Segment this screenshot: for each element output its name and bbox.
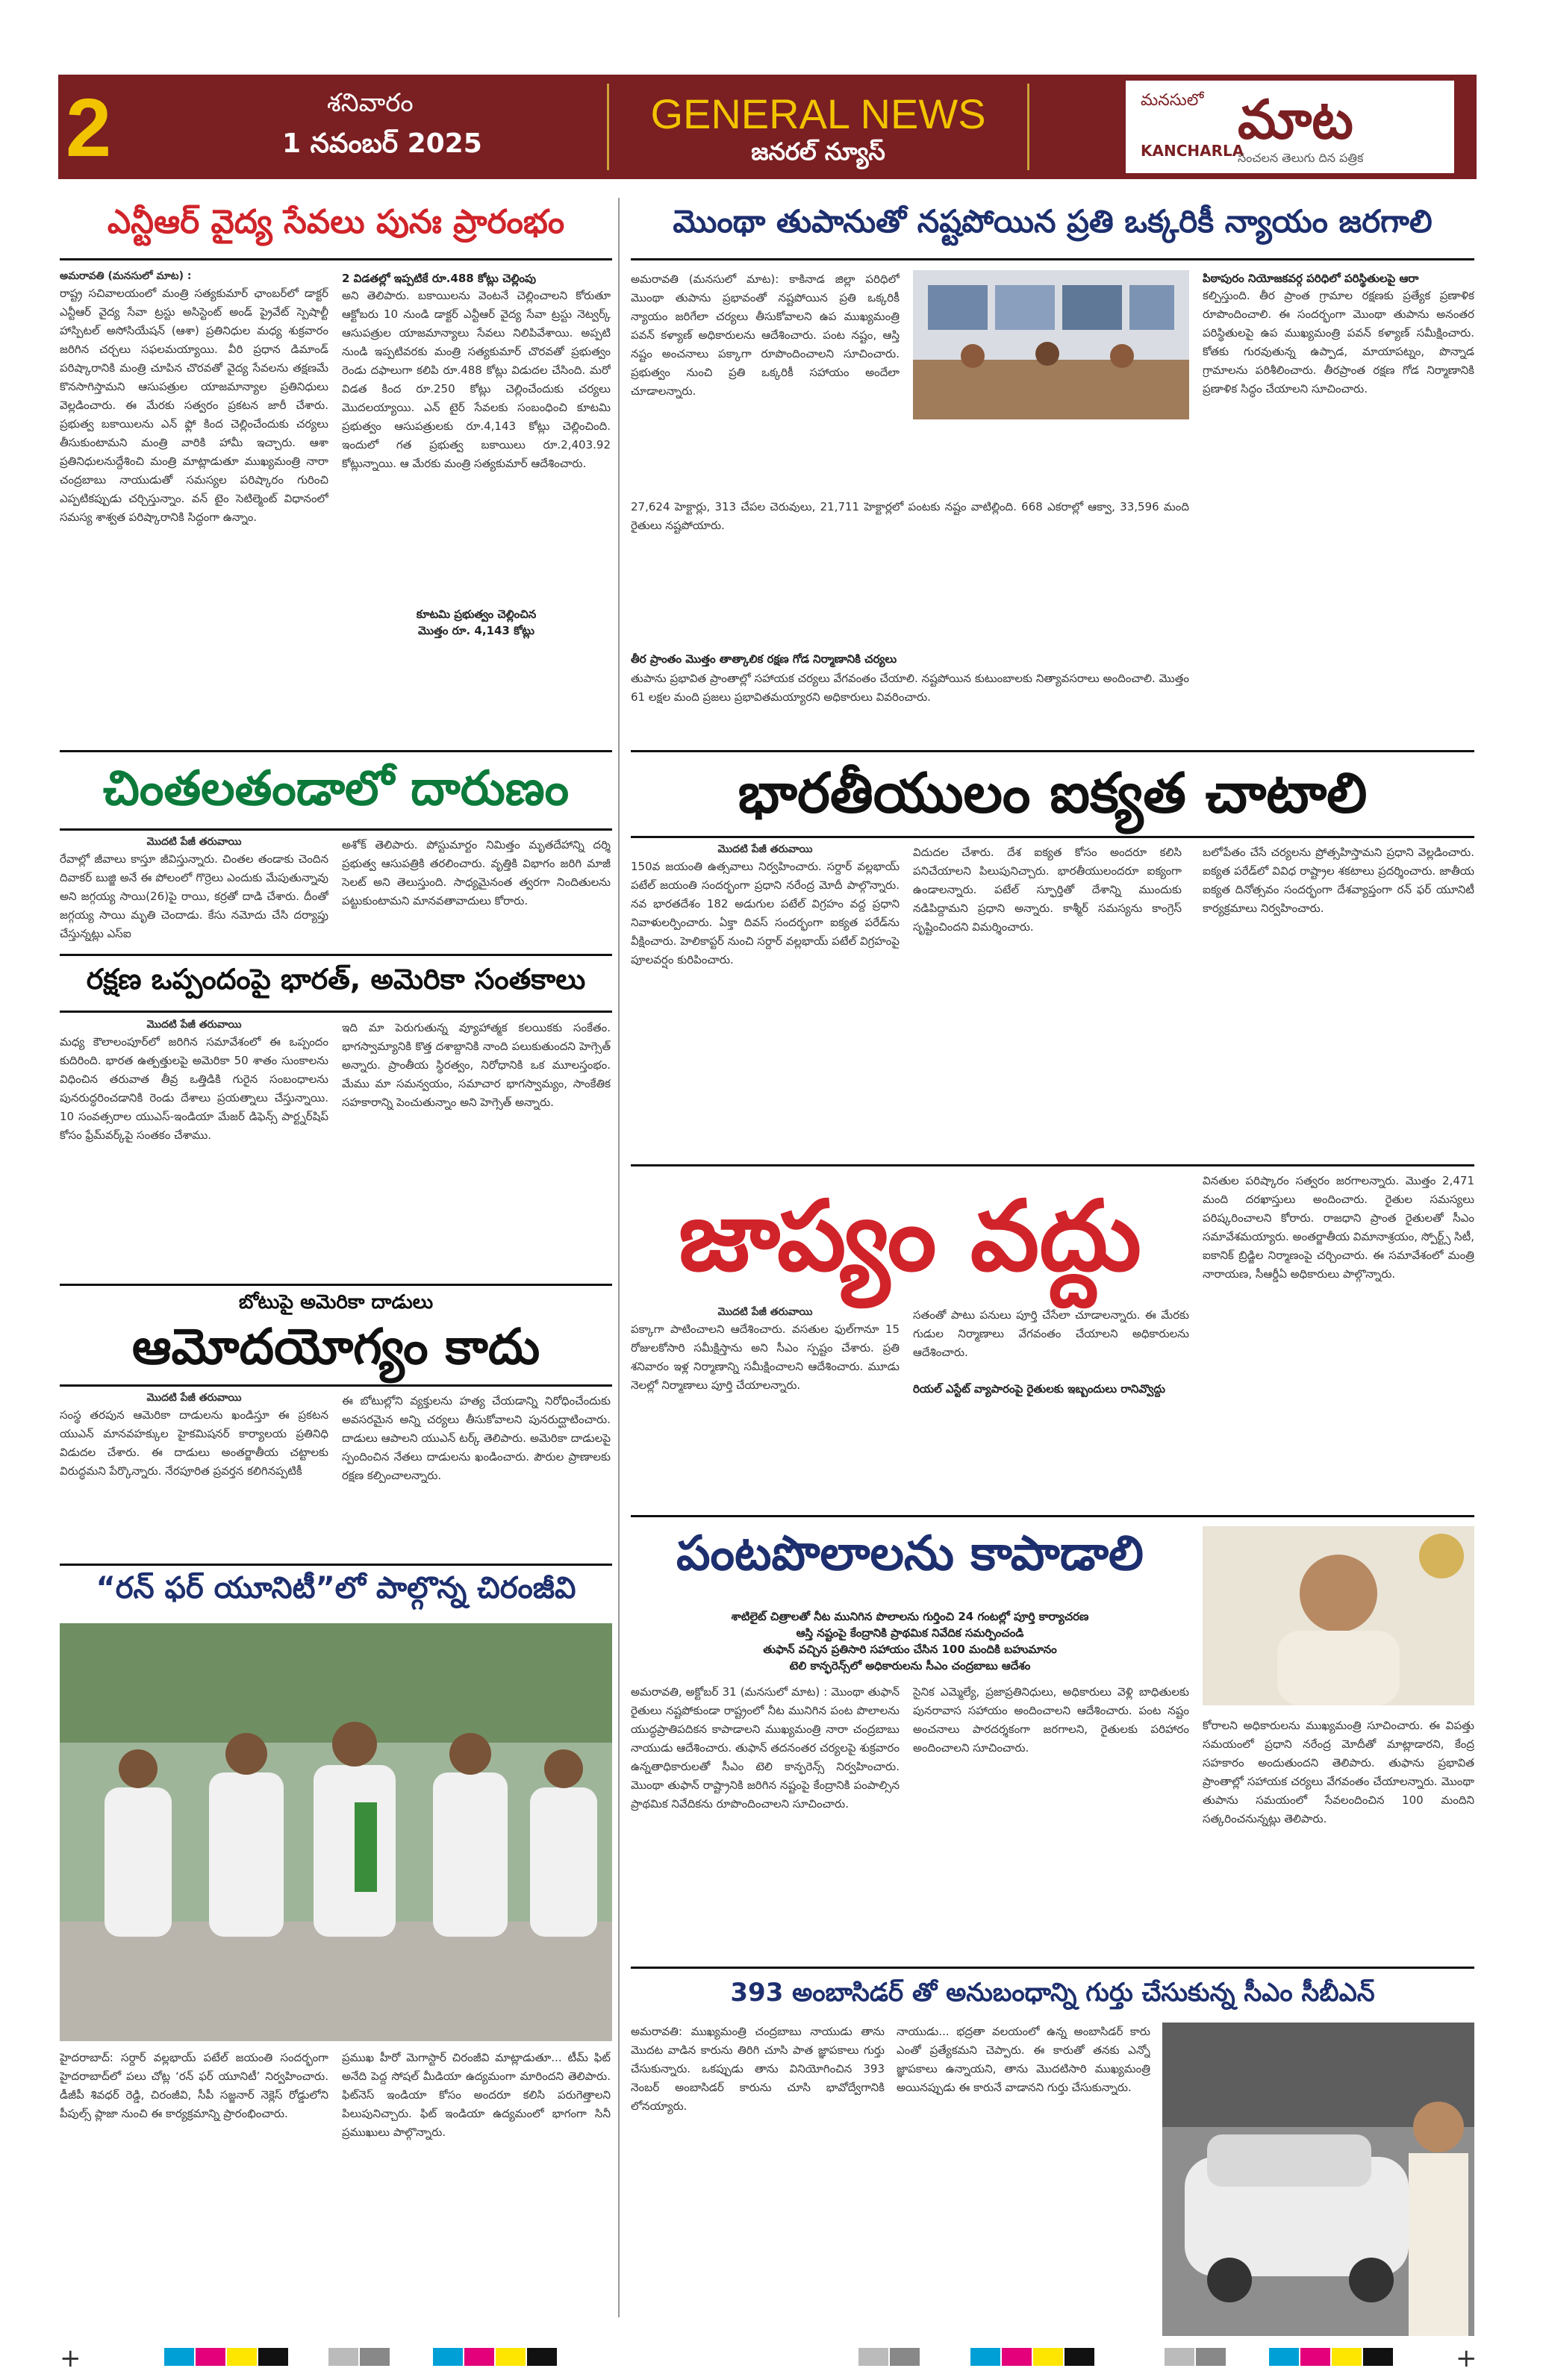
divider <box>631 1164 1474 1166</box>
body-text: కల్పిస్తుంది. తీర ప్రాంత గ్రామాల రక్షణకు ప్రత్యేక ప్రణాళిక రూపొందించాలి. ఈ సందర్భంగా మొంథా తుపాను అనంతర పరిస్థితులపై ఉప ముఖ్యమంత్రి పవన్ కళ్యాణ్ సమీక్షించారు. కోతకు గురవుతున్న ఉప్పాడ, మాయాపట్నం, పొన్నాడ గ్రామాలను పరిశీలించారు. తీరప్రాంత రక్షణ గోడ నిర్మాణానికి ప్రణాళిక సిద్ధం చేయాలని సూచించారు. <box>1203 289 1474 396</box>
subhead: పిఠాపురం నియోజకవర్గ పరిధిలో పరిస్థితులపై ఆరా <box>1203 272 1419 285</box>
divider <box>60 1384 612 1387</box>
logo-tagline: సంచలన తెలుగు దిన పత్రిక <box>1238 151 1364 165</box>
page-number: 2 <box>66 82 112 174</box>
body-text: విదుదల చేశారు. దేశ ఐక్యత కోసం అందరూ కలిసి పనిచేయాలని పిలుపునిచ్చారు. భారతీయులందరూ ఐక్యంగా ఉండాలన్నారు. పటేల్ స్ఫూర్తితో దేశాన్ని ముందుకు నడిపిద్దామని ప్రధాని అన్నారు. కాశ్మీర్ సమస్యను కాంగ్రెస్ సృష్టించిందని విమర్శించారు. <box>913 846 1182 934</box>
divider <box>60 1564 612 1566</box>
body-text: పక్కాగా పాటించాలని ఆదేశించారు. వసతుల ఫుల్‌గానూ 15 రోజులకోసారి సమీక్షిస్తాను అని సీఎం స్పష్టం చేశారు. ప్రతి శనివారం ఇళ్ల నిర్మాణాన్ని సమీక్షించాలని ఆదేశించారు. మూడు నెలల్లో నిర్మాణాలు పూర్తి చేయాలన్నారు. <box>631 1322 900 1392</box>
teleconference-photo-icon <box>913 270 1189 419</box>
headline-ntr[interactable]: ఎన్టీఆర్ వైద్య సేవలు పునః ప్రారంభం <box>107 203 565 241</box>
byline: మొదటి పేజీ తరువాయి <box>717 843 813 855</box>
car-photo-icon <box>1162 2023 1474 2336</box>
chief-minister-photo-icon <box>1203 1526 1474 1705</box>
body-text: సంస్థ తరపున ఆమెరికా దాడులను ఖండిస్తూ ఈ ప్రకటన యుఎన్ మానవహక్కుల హైకమిషనర్ కార్యాలయ ప్రతినిధి విడుదల చేశారు. ఈ దాడులు అంతర్జాతీయ చట్టాలకు విరుద్ధమని పేర్కొన్నారు. నేరపూరిత ప్రవర్తన కలిగినప్పటికీ <box>60 1408 328 1478</box>
body-text: తుపాను ప్రభావిత ప్రాంతాల్లో సహాయక చర్యలు వేగవంతం చేయాలి. నష్టపోయిన కుటుంబాలకు నిత్యావసరాలు అందించాలి. మొత్తం 61 లక్షల మంది ప్రజలు ప్రభావితమయ్యారని అధికారులు వివరించారు. <box>631 672 1189 704</box>
meeting-photo <box>913 270 1189 419</box>
body-text: సైనిక ఎమ్మెల్యే, ప్రజాప్రతినిధులు, అధికారులు వెళ్లి బాధితులకు పునరావాస సహాయం అందించాలని ఆదేశించారు. పంట నష్టం అంచనాలు పారదర్శకంగా జరగాలని, రైతులకు పరిహారం అందించాలని సూచించారు. <box>913 1685 1189 1755</box>
divider <box>60 258 612 260</box>
article-ntr <box>60 203 612 637</box>
body-text: అమరావతి (మనసులో మాట): కాకినాడ జిల్లా పరిధిలో మొంథా తుపాను ప్రభావంతో నష్టపోయిన ప్రతి ఒక్కరికీ న్యాయం జరిగేలా చర్యలు తీసుకోవాలని ఉప ముఖ్యమంత్రి పవన్ కళ్యాణ్ అధికారులను ఆదేశించారు. పంట నష్టం, ఆస్తి నష్టం అంచనాలు పక్కాగా రూపొందించాలని సూచించారు. ప్రభుత్వం నుంచి ప్రతి ఒక్కరికీ సహాయం అందేలా చూడాలన్నారు. <box>631 272 900 398</box>
headline-chintala[interactable]: చింతలతండాలో దారుణం <box>102 761 570 816</box>
run-for-unity-photo <box>60 1623 612 2041</box>
divider <box>60 1011 612 1013</box>
headline-japyam[interactable]: జాప్యం వద్దు <box>679 1179 1141 1293</box>
article-bharateeyulam <box>631 761 1474 966</box>
subhead: కూటమి ప్రభుత్వం చెల్లించిన <box>416 608 537 621</box>
body-text: 27,624 హెక్టార్లు, 313 చేపల చెరువులు, 21,711 హెక్టార్లలో పంటకు నష్టం వాటిల్లింది. 668 ఎకరాల్లో ఆక్వా, 33,596 మంది రైతులు నష్టపోయారు. <box>631 500 1189 532</box>
byline: మొదటి పేజీ తరువాయి <box>146 1392 242 1404</box>
body-text: కోరాలని అధికారులను ముఖ్యమంత్రి సూచించారు. ఈ విపత్తు సమయంలో ప్రధాని నరేంద్ర మోదీతో మాట్లాడారని, కేంద్ర సహకారం అందుతుందని తెలిపారు. తుఫాను ప్రభావిత ప్రాంతాల్లో సహాయక చర్యలు వేగవంతం చేయాలన్నారు. మొంథా తుపాను సమయంలో సేవలందించిన 100 మందిని సత్కరించనున్నట్లు తెలిపారు. <box>1203 1719 1474 1825</box>
headline-montha[interactable]: మొంథా తుపానుతో నష్టపోయిన ప్రతి ఒక్కరికీ న్యాయం జరగాలి <box>673 203 1433 240</box>
subhead: టెలి కాన్ఫరెన్స్‌లో అధికారులను సీఎం చంద్రబాబు ఆదేశం <box>789 1659 1031 1672</box>
byline: మొదటి పేజీ తరువాయి <box>146 836 242 848</box>
subhead: తీర ప్రాంతం మొత్తం తాత్కాలిక రక్షణ గోడ నిర్మాణానికి చర్యలు <box>631 652 897 666</box>
article-ambassador <box>631 1978 1474 2113</box>
byline: అమరావతి (మనసులో మాట) : <box>60 270 192 282</box>
divider <box>60 954 612 956</box>
body-text: అని తెలిపారు. బకాయిలను వెంటనే చెల్లించాలని కోరుతూ ఆక్టోబరు 10 నుండి డాక్టర్ ఎన్టీఆర్ వైద్య సేవా ట్రస్టు నెట్వర్క్ ఆసుపత్రుల యాజమాన్యాలు సేవలు నిలిపివేశాయి. అప్పటి నుండి ఇప్పటివరకు మంత్రి సత్యకుమార్ చొరవతో ప్రభుత్వం రెండు దఫాలుగా కలిపి రూ.488 కోట్లు విడుదల చేసింది. మరో విడత కింద రూ.250 కోట్లు చెల్లించేందుకు చర్యలు మొదలయ్యాయి. ఎన్ టైర్ సేవలకు సంబంధించి కూటమి ప్రభుత్వం ఆసుపత్రులకు రూ.4,143 కోట్లు చెల్లించింది. ఇందులో గత ప్రభుత్వ బకాయిలు రూ.2,403.92 కోట్లున్నాయి. ఆ మేరకు మంత్రి సత్యకుమార్ ఆదేశించారు. <box>342 289 611 470</box>
divider <box>631 750 1474 752</box>
subhead: ఆస్తి నష్టంపై కేంద్రానికి ప్రాథమిక నివేదిక సమర్పించండి <box>796 1626 1024 1640</box>
logo-name: మాట <box>1238 88 1353 151</box>
cm-photo <box>1203 1526 1474 1705</box>
body-text: నాయుడు... భద్రతా వలయంలో ఉన్న అంబాసిడర్ కారు ఎంతో ప్రత్యేకమని చెప్పారు. ఈ కారుతో తనకు ఎన్నో జ్ఞాపకాలు ఉన్నాయని, తాను మొదటిసారి ముఖ్యమంత్రి అయినప్పుడు ఈ కారునే వాడానని గుర్తు చేసుకున్నారు. <box>897 2025 1150 2094</box>
section-title-box <box>607 84 1029 170</box>
header-date: 1 నవంబర్ 2025 <box>282 128 482 159</box>
logo-small-text: మనసులో <box>1141 91 1204 110</box>
headline-ambassador[interactable]: 393 అంబాసిడర్ తో అనుబంధాన్ని గుర్తు చేసుకున్న సీఎం సీబీఎన్ <box>730 1978 1375 2008</box>
body-text: ప్రముఖ హీరో మెగాస్టార్ చిరంజీవి మాట్లాడుతూ... టీమ్ ఫిట్ అనేది పెద్ద సోషల్ మీడియా ఉద్యమంగా మారిందని తెలిపారు. ఫిట్‌నెస్ ఇండియా కోసం అందరూ కలిసి పరుగెత్తాలని పిలుపునిచ్చారు. ఫిట్ ఇండియా ఉద్యమంలో భాగంగా సినీ ప్రముఖులు పాల్గొన్నారు. <box>342 2051 611 2139</box>
headline-pantapolalu[interactable]: పంటపొలాలను కాపాడాలి <box>676 1526 1144 1581</box>
newspaper-logo[interactable] <box>1126 81 1454 173</box>
subhead: శాటిలైట్ చిత్రాలతో నీట మునిగిన పొలాలను గుర్తించి 24 గంటల్లో పూర్తి కార్యాచరణ <box>731 1610 1089 1623</box>
headline-bharateeyulam[interactable]: భారతీయులం ఐక్యత చాటాలి <box>738 761 1368 825</box>
divider <box>631 258 1474 260</box>
divider <box>631 836 1474 838</box>
body-text: హైదరాబాద్: సర్దార్ వల్లభాయ్ పటేల్ జయంతి సందర్భంగా హైదరాబాద్‌లో పలు చోట్ల ‘రన్ ఫర్ యూనిటీ’ నిర్వహించారు. డీజీపీ శివధర్ రెడ్డి, చిరంజీవి, సీపీ సజ్జనార్ నెక్లెస్ రోడ్డులోని పీపుల్స్ ప్లాజా నుంచి ఈ కార్యక్రమాన్ని ప్రారంభించారు. <box>60 2051 328 2120</box>
body-text: వినతుల పరిష్కారం సత్వరం జరగాలన్నారు. మొత్తం 2,471 మంది దరఖాస్తులు అందించారు. రైతుల సమస్యలు పరిష్కరించాలని కోరారు. రాజధాని ప్రాంత రైతులతో సీఎం సమావేశమయ్యారు. అంతర్జాతీయ విమానాశ్రయం, స్పోర్ట్స్ సిటీ, ఐకానిక్ బ్రిడ్జిల నిర్మాణంపై చర్చించారు. ఈ సమావేశంలో మంత్రి నారాయణ, సీఆర్డీఏ అధికారులు పాల్గొన్నారు. <box>1203 1174 1474 1281</box>
registration-strip <box>0 2343 1543 2373</box>
headline-amoda[interactable]: ఆమోదయోగ్యం కాదు <box>131 1318 540 1375</box>
column-divider <box>618 198 620 2317</box>
logo-brand: KANCHARLA <box>1141 142 1244 160</box>
divider <box>60 1284 612 1286</box>
body-text: అమరావతి, అక్టోబర్ 31 (మనసులో మాట) : మొంథా తుఫాన్ రైతులు నష్టపోకుండా రాష్ట్రంలో నీట మునిగిన పంట పొలాలను యుద్ధప్రాతిపదికన కాపాడాలని ముఖ్యమంత్రి నారా చంద్రబాబు నాయుడు ఆదేశించారు. తుఫాన్ తదనంతర చర్యలపై శుక్రవారం ఉన్నతాధికారులతో సీఎం టెలి కాన్ఫరెన్స్ నిర్వహించారు. మొంథా తుఫాన్ రాష్ట్రానికి జరిగిన నష్టంపై కేంద్రానికి పంపాల్సిన ప్రాథమిక నివేదికను రూపొందించాలని సూచించారు. <box>631 1685 900 1811</box>
article-amoda <box>60 1291 612 1482</box>
body-text: మధ్య కౌలాలంపూర్‌లో జరిగిన సమావేశంలో ఈ ఒప్పందం కుదిరింది. భారత ఉత్పత్తులపై అమెరికా 50 శాతం సుంకాలను విధించిన తరువాత తీవ్ర ఒత్తిడికి గురైన సంబంధాలను పునరుద్ధరించడానికి రెండు దేశాలు ప్రయత్నాలు చేస్తున్నాయి. 10 సంవత్సరాల యుఎస్-ఇండియా మేజర్ డిఫెన్స్ పార్ట్నర్‌షిప్ కోసం ఫ్రేమ్‌వర్క్‌పై సంతకం చేశాము. <box>60 1035 328 1142</box>
section-title-te: జనరల్ న్యూస్ <box>751 137 885 166</box>
article-runforunity <box>60 1571 612 2139</box>
body-text: సతంతో పాటు పనులు పూర్తి చేసేలా చూడాలన్నారు. ఈ మేరకు గుడుల నిర్మాణాలు వేగవంతం చేయాలని అధికారులను ఆదేశించారు. <box>913 1308 1189 1359</box>
article-chintala <box>60 761 612 940</box>
section-title-en: GENERAL NEWS <box>650 90 986 137</box>
body-text: రేవాల్లో జీవాలు కాస్తూ జీవిస్తున్నారు. చింతల తండాకు చెందిన దివాకర్ బుజ్జి అనే ఈ పోలంలో గొర్రెలు ఎందుకు మేపుతున్నావు అని జగ్గయ్య సాయి(26)పై రాయి, కర్రతో దాడి చేశారు. దీంతో జగ్గయ్య సాయి మృతి చెందాడు. కేసు నమోదు చేసి దర్యాప్తు చేస్తున్నట్లు ఎస్ఐ <box>60 852 328 940</box>
runners-photo-icon <box>60 1623 612 2041</box>
body-text: రాష్ట్ర సచివాలయంలో మంత్రి సత్యకుమార్ ఛాంబర్‌లో డాక్టర్ ఎన్టీఆర్ వైద్య సేవా ట్రస్టు అసిస్టెంట్ అండ్ ప్రైవేట్ స్పెషాల్టీ హాస్పిటల్ అసోసియేషన్ (ఆశా) ప్రతినిధుల మధ్య శుక్రవారం జరిగిన చర్చలు సఫలమయ్యాయి. వీరి ప్రధాన డిమాండ్ పరిష్కారానికి మంత్రి చూపిన చొరవతో వైద్య సేవలను తక్షణమే కొనసాగిస్తామని ఆసుపత్రుల యాజమాన్యాల ప్రతినిధులు వెల్లడించారు. ఈ మేరకు సత్వరం ప్రకటన జారీ చేశారు. ప్రభుత్వ బకాయిలను ఎన్ ఫ్లో కింద చెల్లించేందుకు చర్యలు తీసుకుంటామని మంత్రి వారికి హామీ ఇచ్చారు. ఆశా ప్రతినిధులనుద్దేశించి మంత్రి మాట్లాడుతూ ముఖ్యమంత్రి నారా చంద్రబాబు నాయుడుతో సమస్యల పరిష్కారం గురించి ఎప్పటికప్పుడు చర్చిస్తున్నాం. వన్ టైం సెటిల్మెంట్ విధానంలో సమస్య శాశ్వత పరిష్కారానికి సిద్ధంగా ఉన్నాం. <box>60 287 328 524</box>
subhead: 2 విడతల్లో ఇప్పటికే రూ.488 కోట్లు చెల్లింపు <box>342 272 536 285</box>
article-raksha <box>60 963 612 1142</box>
masthead <box>58 75 1477 179</box>
byline: మొదటి పేజీ తరువాయి <box>146 1019 242 1031</box>
body-text: 150వ జయంతి ఉత్సవాలు నిర్వహించారు. సర్దార్ వల్లభాయ్ పటేల్ జయంతి సందర్భంగా ప్రధాని నరేంద్ర మోదీ పాల్గొన్నారు. నవ భారతదేశం 182 అడుగుల పటేల్ విగ్రహం వద్ద ప్రధాని నివాళులర్పించారు. ఏక్తా దివస్ సందర్భంగా ఐక్యత పరేడ్‌ను వీక్షించారు. హెలికాప్టర్ నుంచి సర్దార్ వల్లభాయ్ పటేల్ విగ్రహంపై పూలవర్షం కురిపించారు. <box>631 860 900 966</box>
divider <box>631 1967 1474 1969</box>
subhead: మొత్తం రూ. 4,143 కోట్లు <box>418 624 534 637</box>
registration-plus-icon: + <box>1456 2343 1477 2373</box>
body-text: ఈ బోటుల్లోని వ్యక్తులను హత్య చేయడాన్ని నిరోధించేందుకు అవసరమైన అన్ని చర్యలు తీసుకోవాలని పునరుద్ఘాటించారు. దాడులు ఆపాలని యుఎన్ టర్క్ తెలిపారు. అమెరికా దాడులపై స్పందించిన నేతలు దాడులను ఖండించారు. పౌరుల ప్రాణాలకు రక్షణ కల్పించాలన్నారు. <box>342 1394 611 1482</box>
divider <box>60 828 612 831</box>
divider <box>60 750 612 752</box>
subhead: తుఫాన్ వచ్చిన ప్రతిసారి సహాయం చేసిన 100 మందికి బహుమానం <box>763 1643 1057 1656</box>
header-day: శనివారం <box>327 88 414 118</box>
subhead: రియల్ ఎస్టేట్ వ్యాపారంపై రైతులకు ఇబ్బందులు రానివ్వొద్దు <box>913 1382 1165 1396</box>
body-text: అశోక్ తెలిపారు. పోస్టుమార్టం నిమిత్తం మృతదేహాన్ని దర్శి ప్రభుత్వ ఆసుపత్రికి తరలించారు. వృత్తికి విభాగం జరిగి మాజీ సెలట్ అని తెలుస్తుంది. సాధ్యమైనంత త్వరగా నిందితులను పట్టుకుంటామని మానవతావాదులు కోరారు. <box>342 838 611 908</box>
kicker-amoda: బోటుపై అమెరికా దాడులు <box>238 1291 434 1314</box>
body-text: ఇది మా పెరుగుతున్న వ్యూహాత్మక కలయికకు సంకేతం. భాగస్వామ్యానికి కొత్త దశాబ్దానికి నాంది పలుకుతుందని హెగ్సెత్ అన్నారు. ప్రాంతీయ స్థిరత్వం, నిరోధానికి ఒక మూలస్తంభం. మేము మా సమన్వయం, సమాచార భాగస్వామ్యం, సాంకేతిక సహకారాన్ని పెంచుతున్నాం అని హెగ్సెత్ అన్నారు. <box>342 1021 611 1109</box>
headline-raksha[interactable]: రక్షణ ఒప్పందంపై భారత్, అమెరికా సంతకాలు <box>86 963 586 996</box>
byline: మొదటి పేజీ తరువాయి <box>717 1306 813 1318</box>
ambassador-car-photo <box>1162 2023 1474 2336</box>
body-text: అమరావతి: ముఖ్యమంత్రి చంద్రబాబు నాయుడు తాను మొదట వాడిన కారును తిరిగి చూసి పాత జ్ఞాపకాలు గుర్తు చేసుకున్నారు. ఒకప్పుడు తాను వినియోగించిన 393 నెంబర్ అంబాసిడర్ కారును చూసి భావోద్వేగానికి లోనయ్యారు. <box>631 2025 885 2113</box>
registration-plus-icon: + <box>60 2343 81 2373</box>
headline-runforunity[interactable]: “రన్ ఫర్ యూనిటీ”లో పాల్గొన్న చిరంజీవి <box>96 1571 576 1605</box>
article-montha <box>631 203 1474 704</box>
divider <box>631 1515 1474 1517</box>
body-text: బలోపేతం చేసే చర్యలను ప్రోత్సహిస్తామని ప్రధాని వెల్లడించారు. ఐక్యత పరేడ్‌లో వివిధ రాష్ట్రాల శకటాలు ప్రదర్శించారు. జాతీయ ఐక్యత దినోత్సవం సందర్భంగా దేశవ్యాప్తంగా రన్ ఫర్ యూనిటీ కార్యక్రమాలు నిర్వహించారు. <box>1203 846 1474 915</box>
